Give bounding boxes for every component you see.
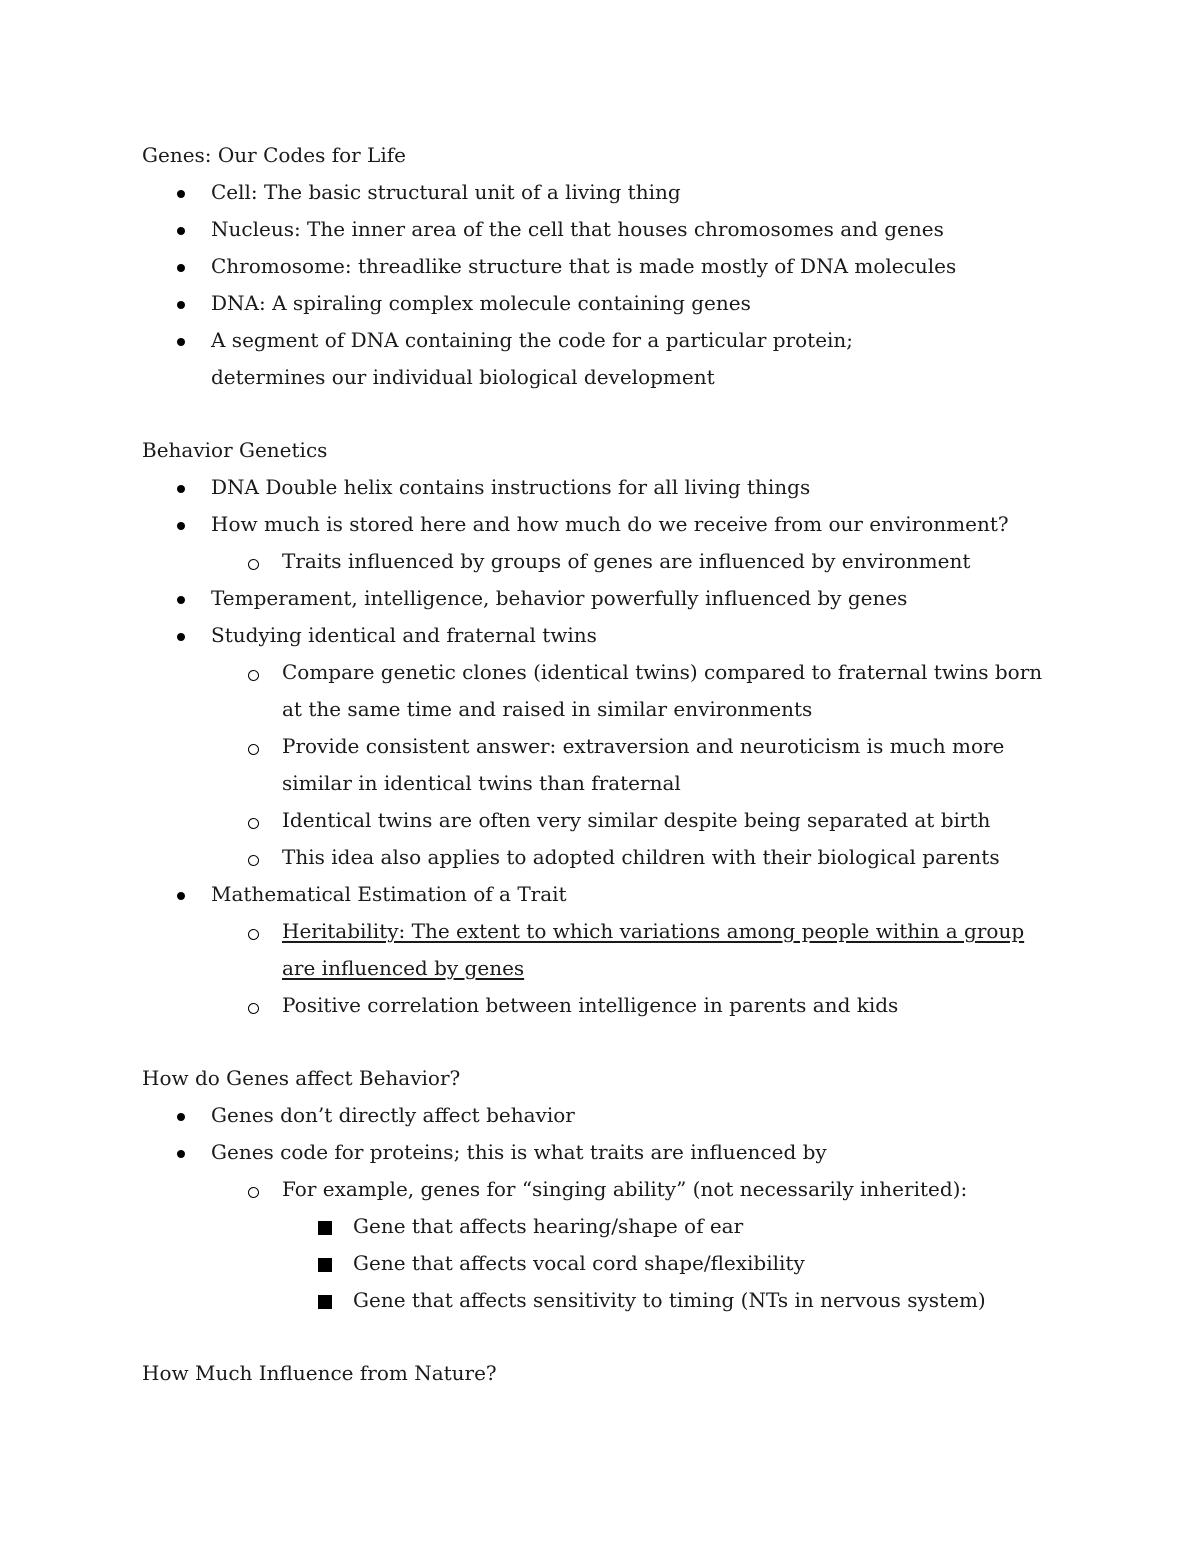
sub-list-item: Traits influenced by groups of genes are influenced by environment xyxy=(142,543,1072,580)
filled-circle-bullet-icon xyxy=(177,469,185,506)
list-item: Chromosome: threadlike structure that is made mostly of DNA molecules xyxy=(142,248,1072,285)
list-item: Genes don’t directly affect behavior xyxy=(142,1097,1072,1134)
filled-square-bullet-icon xyxy=(318,1245,332,1282)
filled-circle-bullet-icon xyxy=(177,506,185,543)
list-item: Nucleus: The inner area of the cell that houses chromosomes and genes xyxy=(142,211,1072,248)
section-heading: Behavior Genetics xyxy=(142,438,328,462)
hollow-circle-bullet-icon xyxy=(248,543,259,580)
filled-circle-bullet-icon xyxy=(177,211,185,248)
section-heading: How Much Influence from Nature? xyxy=(142,1361,497,1385)
filled-square-bullet-icon xyxy=(318,1282,332,1319)
sub-sub-list-item: Gene that affects hearing/shape of ear xyxy=(142,1208,1072,1245)
filled-circle-bullet-icon xyxy=(177,322,185,359)
sub-list-item xyxy=(142,913,1042,987)
spacer xyxy=(142,396,1072,432)
filled-circle-bullet-icon xyxy=(177,580,185,617)
filled-circle-bullet-icon xyxy=(177,617,185,654)
sub-list-item: Compare genetic clones (identical twins) compared to fraternal twins born at the same time and raised in similar environments xyxy=(142,654,1062,728)
hollow-circle-bullet-icon xyxy=(248,987,259,1024)
hollow-circle-bullet-icon xyxy=(248,839,259,876)
sub-sub-list-item: Gene that affects vocal cord shape/flexibility xyxy=(142,1245,1072,1282)
sub-list-item: Identical twins are often very similar despite being separated at birth xyxy=(142,802,1072,839)
spacer xyxy=(142,1319,1072,1355)
hollow-circle-bullet-icon xyxy=(248,802,259,839)
list-item: Temperament, intelligence, behavior powerfully influenced by genes xyxy=(142,580,1072,617)
filled-circle-bullet-icon xyxy=(177,1134,185,1171)
list-item: How much is stored here and how much do we receive from our environment? xyxy=(142,506,1072,543)
section-heading: How do Genes affect Behavior? xyxy=(142,1066,461,1090)
sub-list-item: This idea also applies to adopted children with their biological parents xyxy=(142,839,1072,876)
spacer xyxy=(142,1024,1072,1060)
list-item: Cell: The basic structural unit of a living thing xyxy=(142,174,1072,211)
filled-square-bullet-icon xyxy=(318,1208,332,1245)
sub-list-item: For example, genes for “singing ability” (not necessarily inherited): xyxy=(142,1171,1072,1208)
hollow-circle-bullet-icon xyxy=(248,654,259,691)
hollow-circle-bullet-icon xyxy=(248,728,259,765)
filled-circle-bullet-icon xyxy=(177,1097,185,1134)
list-item: DNA Double helix contains instructions for all living things xyxy=(142,469,1072,506)
filled-circle-bullet-icon xyxy=(177,285,185,322)
document-page xyxy=(142,137,1072,1392)
sub-sub-list-item: Gene that affects sensitivity to timing (NTs in nervous system) xyxy=(142,1282,1072,1319)
filled-circle-bullet-icon xyxy=(177,876,185,913)
list-item: Genes code for proteins; this is what traits are influenced by xyxy=(142,1134,1072,1171)
list-item: Studying identical and fraternal twins xyxy=(142,617,1072,654)
sub-list-item: Provide consistent answer: extraversion and neuroticism is much more similar in identical twins than fraternal xyxy=(142,728,1072,802)
list-item: A segment of DNA containing the code for a particular protein; determines our individual biological development xyxy=(142,322,971,396)
filled-circle-bullet-icon xyxy=(177,248,185,285)
hollow-circle-bullet-icon xyxy=(248,1171,259,1208)
sub-list-item: Positive correlation between intelligence in parents and kids xyxy=(142,987,1072,1024)
list-item: DNA: A spiraling complex molecule containing genes xyxy=(142,285,1072,322)
heritability-definition: Heritability: The extent to which variations among people within a group are influenced by genes xyxy=(282,919,1025,980)
filled-circle-bullet-icon xyxy=(177,174,185,211)
section-heading: Genes: Our Codes for Life xyxy=(142,143,406,167)
hollow-circle-bullet-icon xyxy=(248,913,259,950)
list-item: Mathematical Estimation of a Trait xyxy=(142,876,1072,913)
